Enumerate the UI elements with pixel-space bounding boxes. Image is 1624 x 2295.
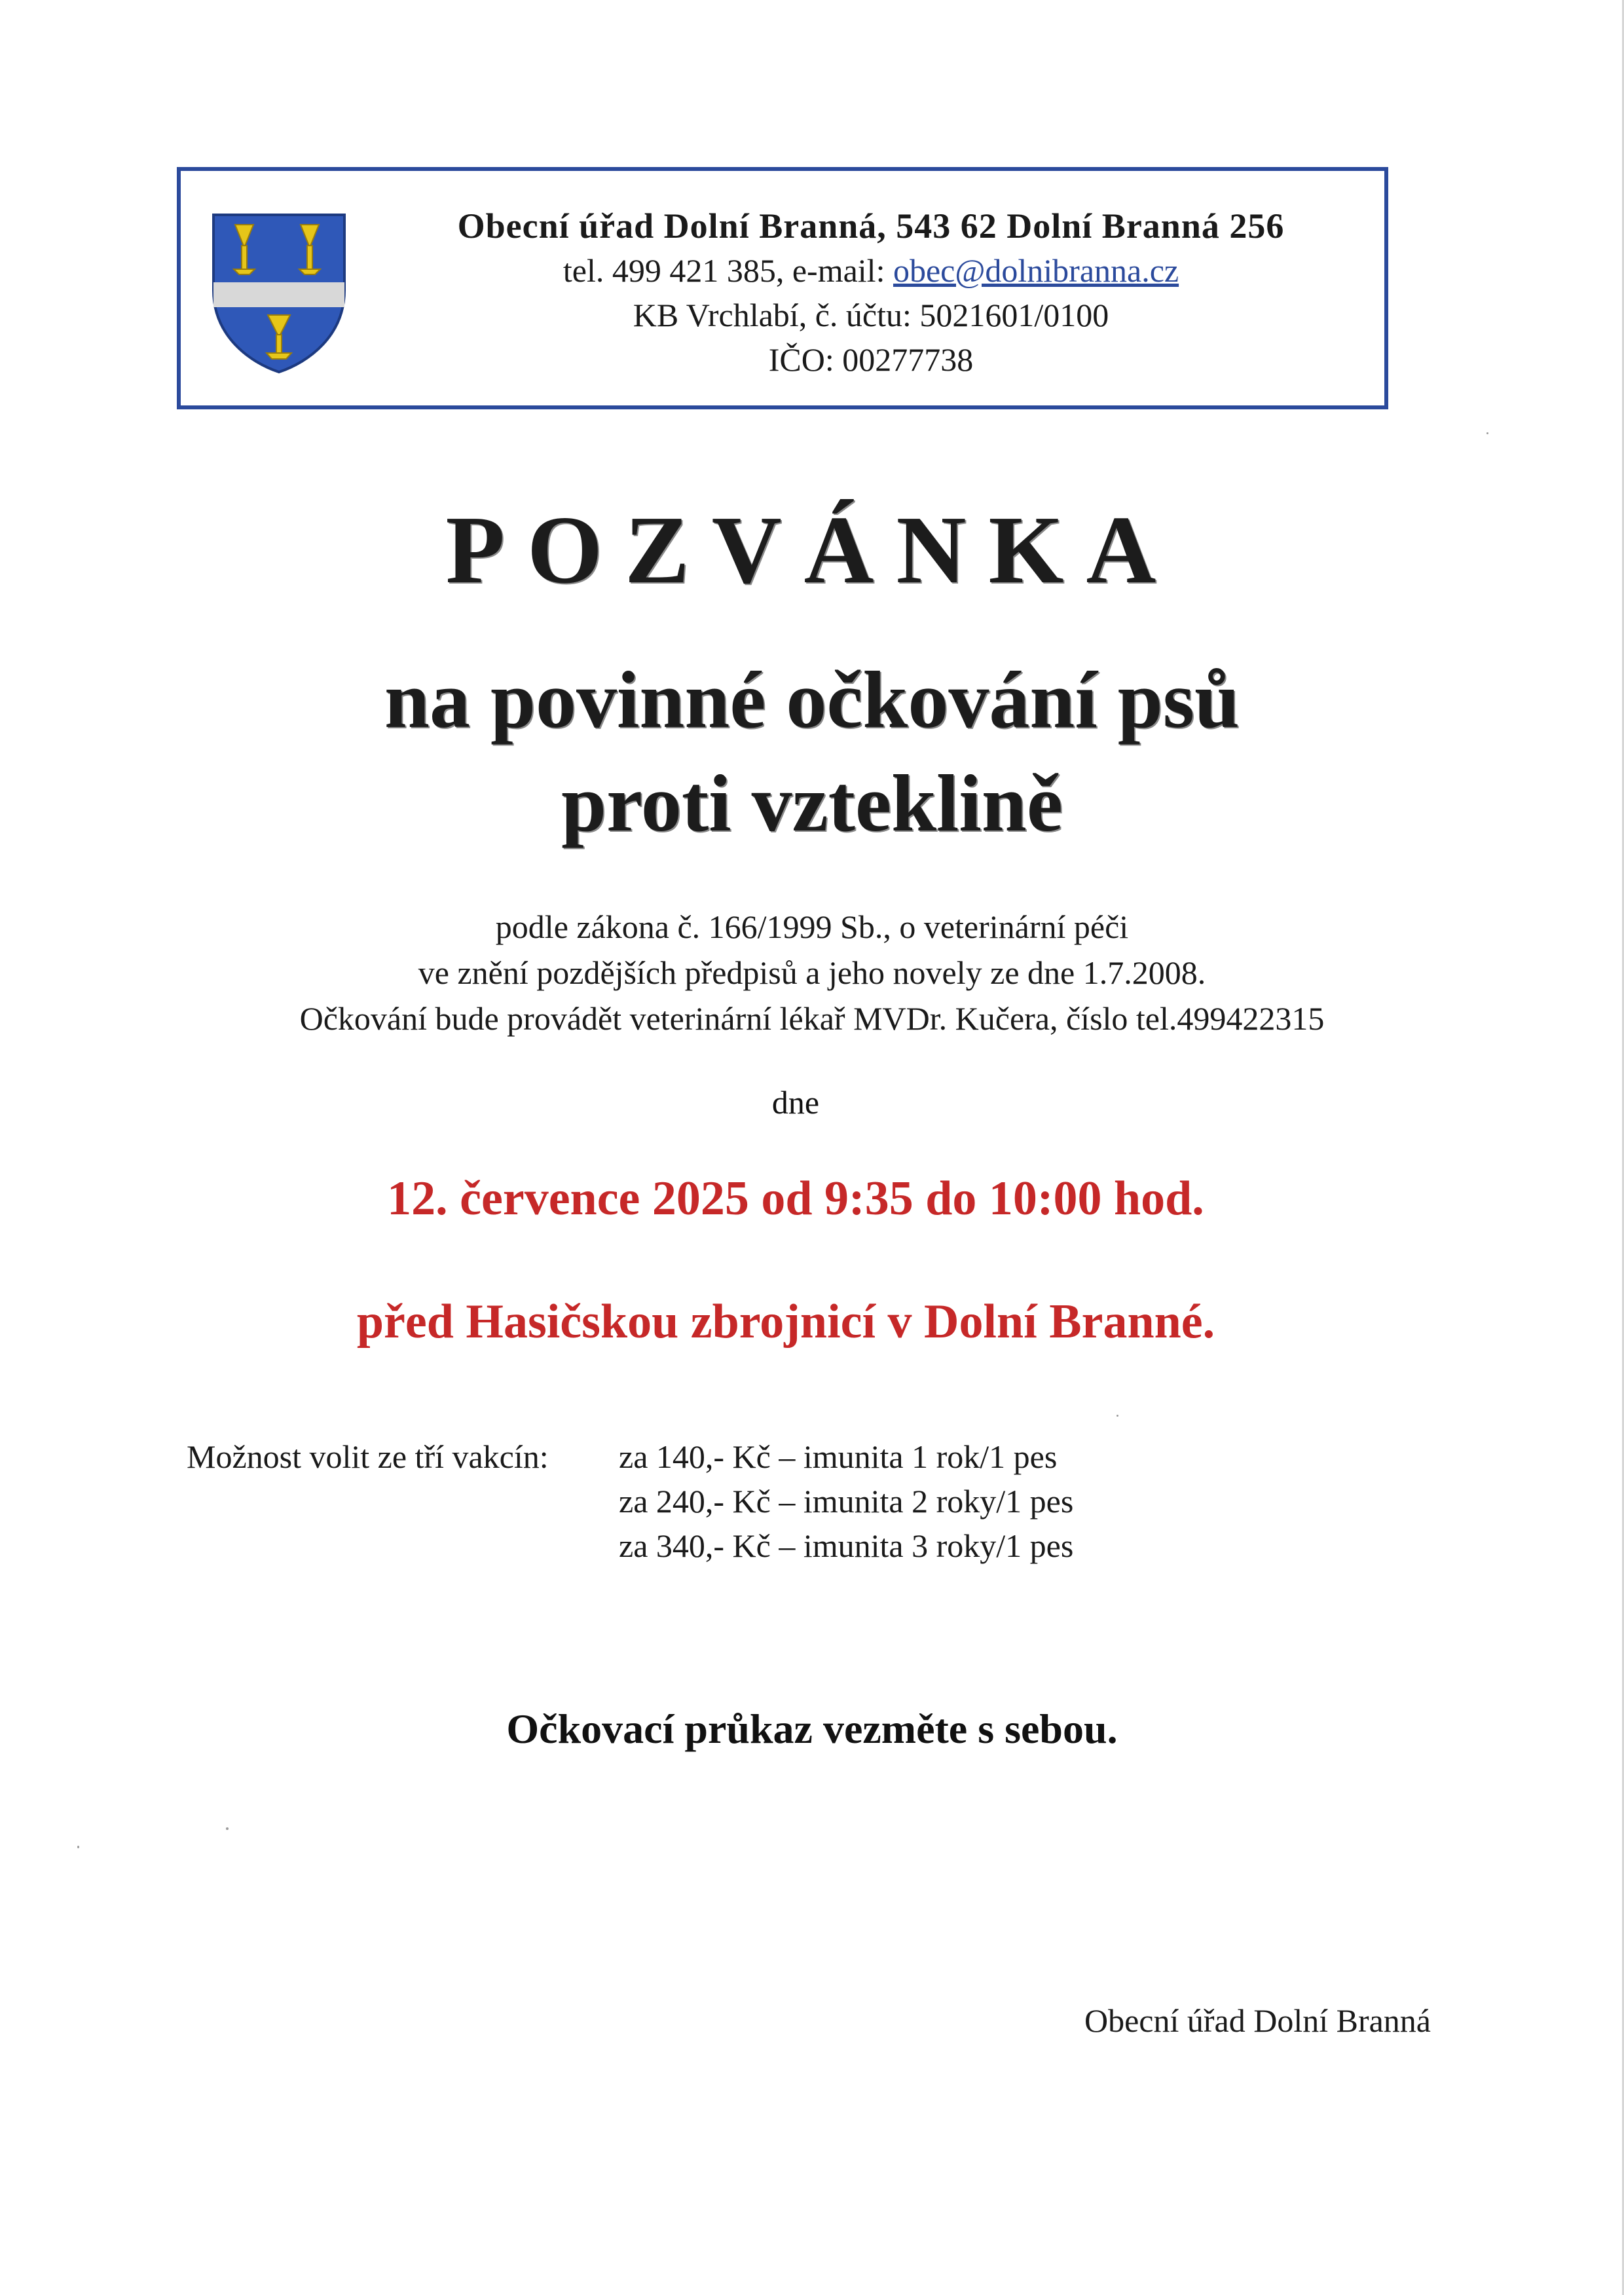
date-intro: dne [771,1084,820,1121]
vaccine-option-2: za 240,- Kč – imunita 2 roky/1 pes [619,1483,1074,1520]
letterhead-box [177,167,1388,409]
vaccine-lead: Možnost volit ze tří vakcín: [187,1438,549,1475]
legal-line-3: Očkování bude provádět veterinární lékař MVDr. Kučera, číslo tel.499422315 [299,1000,1325,1037]
email-link[interactable]: obec@dolnibranna.cz [893,252,1179,289]
legal-paragraph [0,904,1624,1041]
vaccine-row [187,1523,1073,1568]
vaccine-row [187,1434,1073,1479]
scan-speck [77,1846,79,1848]
contact-prefix: tel. 499 421 385, e-mail: [563,252,893,289]
event-date-time: 12. července 2025 od 9:35 do 10:00 hod. [387,1172,1204,1225]
bank-account: KB Vrchlabí, č. účtu: 5021601/0100 [633,297,1109,333]
legal-line-1: podle zákona č. 166/1999 Sb., o veterinární péči [495,908,1129,945]
invitation-subtitle [0,648,1624,855]
vaccine-option-1: za 140,- Kč – imunita 1 rok/1 pes [619,1438,1058,1475]
coat-of-arms-icon [210,212,348,375]
letterhead-text [371,204,1371,382]
office-name: Obecní úřad Dolní Branná, 543 62 Dolní Branná 256 [457,206,1285,246]
bring-certificate-note: Očkovací průkaz vezměte s sebou. [506,1706,1118,1752]
vaccine-option-3: za 340,- Kč – imunita 3 roky/1 pes [619,1527,1074,1564]
subtitle-line-2: proti vzteklině [561,758,1063,848]
scan-speck [1116,1415,1118,1417]
event-place: před Hasičskou zbrojnicí v Dolní Branné. [356,1295,1215,1349]
contact-line [371,248,1371,293]
legal-line-2: ve znění pozdějších předpisů a jeho novely ze dne 1.7.2008. [418,954,1206,991]
scan-speck [1486,432,1488,434]
company-id: IČO: 00277738 [768,341,974,378]
signature: Obecní úřad Dolní Branná [1084,2002,1431,2039]
invitation-title: POZVÁNKA [445,496,1179,604]
vaccine-options [187,1434,1073,1568]
subtitle-line-1: na povinné očkování psů [384,655,1240,745]
scan-speck [226,1827,229,1830]
vaccine-row [187,1479,1073,1523]
